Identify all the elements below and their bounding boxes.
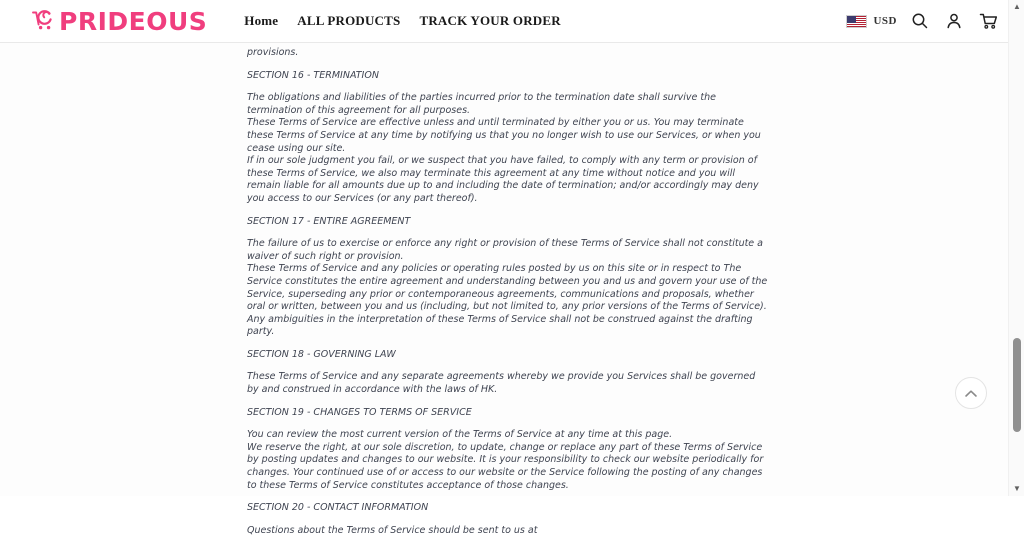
section-heading: SECTION 17 - ENTIRE AGREEMENT — [247, 215, 411, 227]
brand-logo[interactable] — [30, 6, 207, 37]
scrollbar-up-arrow-icon[interactable]: ▲ — [1013, 2, 1021, 11]
us-flag-icon — [846, 15, 867, 28]
terms-paragraph: The obligations and liabilities of the parties incurred prior to the termination date shall survive the termination of this agreement for all purposes. — [247, 92, 716, 116]
terms-paragraph: Any ambiguities in the interpretation of these Terms of Service shall not be construed against the drafting party. — [247, 313, 753, 338]
terms-paragraph: We reserve the right, at our sole discretion, to update, change or replace any part of these Terms of Service by posting updates and changes to our website. It is your responsibility to check our website periodically for changes. Your continued use of or access to our website or the Service following the posting of any changes to these Terms of Service constitutes acceptance of those changes. — [247, 441, 764, 491]
section-heading: SECTION 16 - TERMINATION — [247, 69, 379, 81]
scrollbar-down-arrow-icon[interactable]: ▼ — [1013, 484, 1021, 493]
section-paragraphs — [247, 238, 769, 339]
search-icon — [911, 12, 929, 30]
terms-text-column — [247, 47, 769, 537]
nav-item-all-products[interactable]: ALL PRODUCTS — [297, 13, 401, 28]
section-heading: SECTION 19 - CHANGES TO TERMS OF SERVICE — [247, 406, 472, 418]
scrollbar-thumb[interactable] — [1013, 338, 1021, 432]
header-actions — [846, 10, 1000, 32]
section-heading: SECTION 20 - CONTACT INFORMATION — [247, 502, 429, 514]
section-paragraphs — [247, 525, 769, 537]
terms-paragraph: These Terms of Service and any policies or operating rules posted by us on this site or in respect to The Service constitutes the entire agreement and understanding between you and us and govern your use of the Service, superseding any prior or contemporaneous agreements, communications and proposals, whether oral or written, between you and us (including, but not limited to, any prior versions of the Terms of Service). — [247, 263, 768, 313]
terms-sections — [247, 70, 769, 537]
account-icon — [945, 12, 963, 30]
terms-paragraph: The failure of us to exercise or enforce any right or provision of these Terms of Service shall not constitute a waiver of such right or provision. — [247, 238, 763, 262]
vertical-scrollbar[interactable] — [1008, 0, 1024, 496]
search-button[interactable] — [909, 10, 931, 32]
section-paragraphs — [247, 371, 769, 396]
section-heading: SECTION 18 - GOVERNING LAW — [247, 348, 396, 360]
main-nav — [244, 13, 561, 29]
cart-button[interactable] — [977, 10, 1000, 32]
scroll-to-top-button[interactable] — [955, 377, 987, 409]
terms-of-service-content — [0, 43, 810, 537]
site-header — [0, 0, 1024, 43]
terms-paragraph: These Terms of Service and any separate agreements whereby we provide you Services shall be governed by and construed in accordance with the laws of HK. — [247, 371, 756, 396]
chevron-up-icon — [964, 386, 978, 401]
nav-item-home[interactable]: Home — [244, 13, 279, 28]
cart-logo-icon — [30, 6, 56, 37]
account-button[interactable] — [943, 10, 965, 32]
nav-item-track-your-order[interactable]: TRACK YOUR ORDER — [419, 13, 561, 28]
terms-paragraph: These Terms of Service are effective unless and until terminated by either you or us. You may terminate these Terms of Service at any time by notifying us that you no longer wish to use our Services, or when you cease using our site. — [247, 117, 761, 154]
paragraph-fragment: provisions. — [247, 47, 299, 58]
cart-icon — [979, 12, 998, 30]
brand-name: PRIDEOUS — [59, 6, 208, 36]
section-paragraphs — [247, 429, 769, 492]
terms-paragraph: If in our sole judgment you fail, or we suspect that you have failed, to comply with any term or provision of these Terms of Service, we also may terminate this agreement at any time without notice and you will remain liable for all amounts due up to and including the date of termination; and/or accordingly may deny you access to our Services (or any part thereof). — [247, 155, 759, 204]
terms-paragraph: Questions about the Terms of Service should be sent to us at — [247, 524, 538, 536]
section-paragraphs — [247, 92, 769, 205]
currency-selector[interactable] — [846, 15, 897, 28]
currency-label: USD — [873, 15, 897, 27]
terms-paragraph: You can review the most current version of the Terms of Service at any time at this page. — [247, 429, 673, 441]
